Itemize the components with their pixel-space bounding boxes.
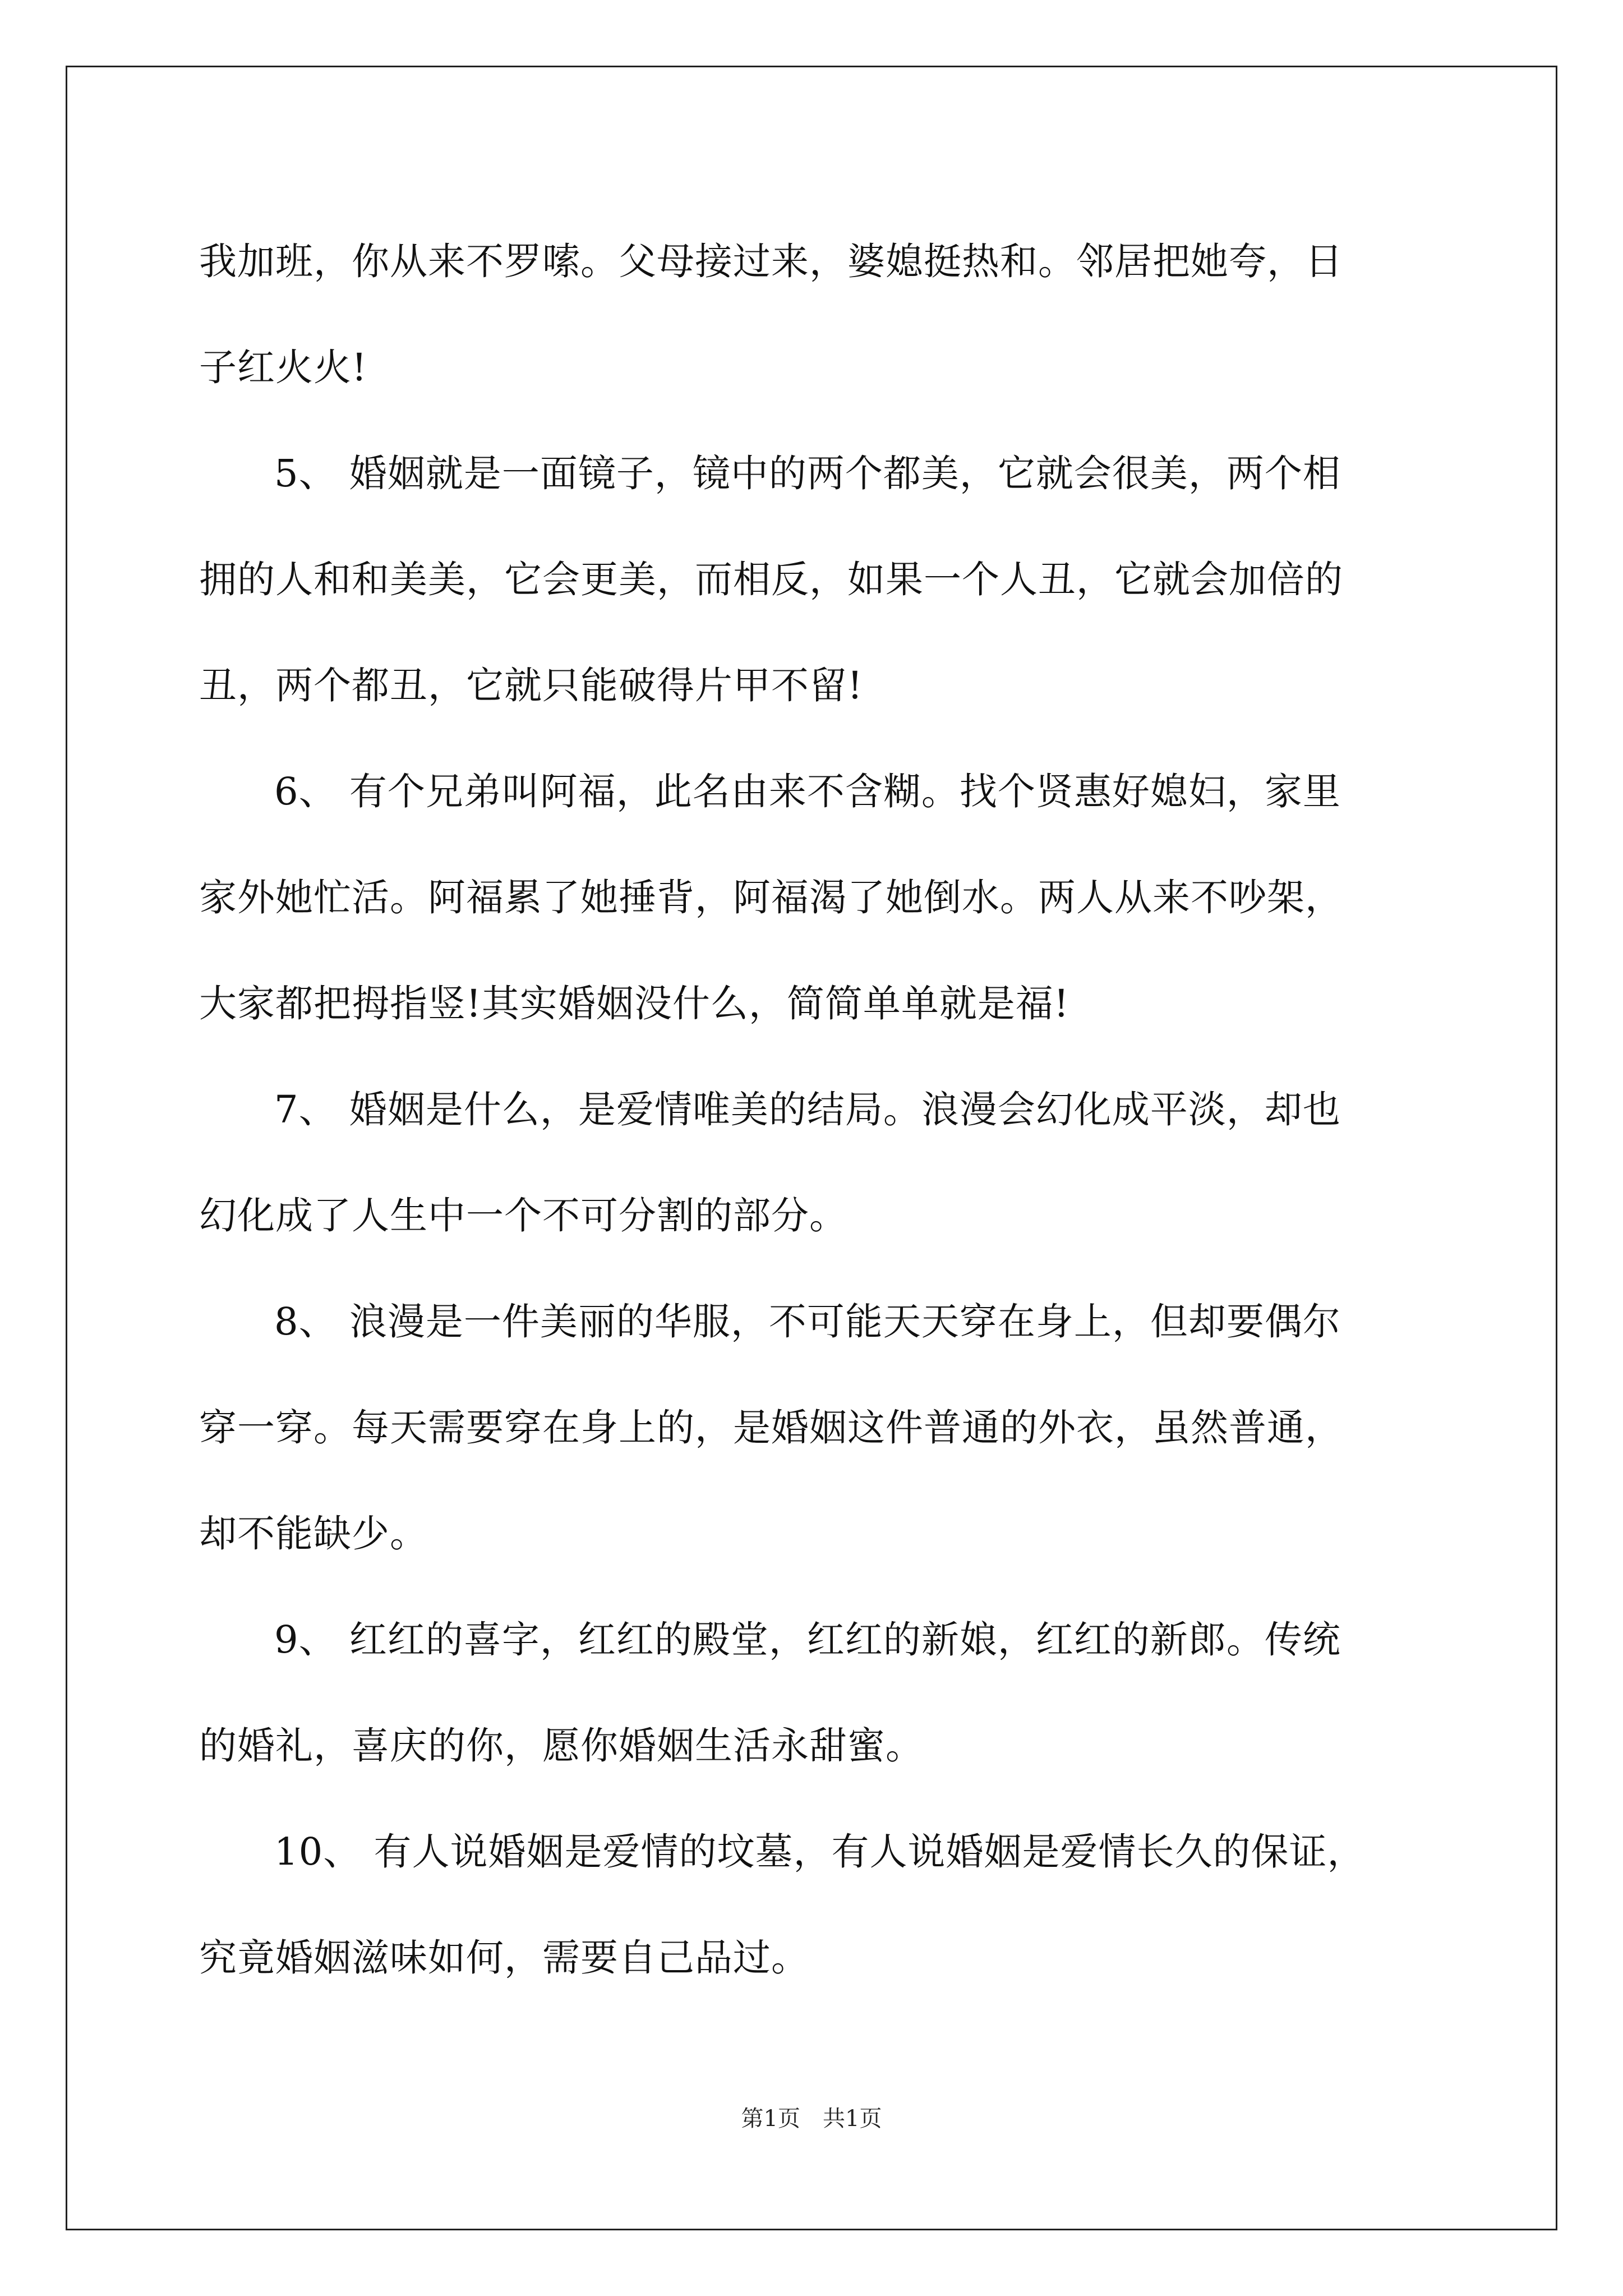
text-line: 子红火火! [199,346,367,389]
text-line: 6、 有个兄弟叫阿福，此名由来不含糊。找个贤惠好媳妇，家里 [274,770,1341,813]
paragraph [199,421,1444,739]
paragraph [199,1799,1444,2011]
paragraph [199,739,1444,1057]
page-total: 共1页 [823,2106,882,2132]
text-line: 丑，两个都丑，它就只能破得片甲不留! [199,664,863,707]
text-line: 家外她忙活。阿福累了她捶背，阿福渴了她倒水。两人从来不吵架， [199,876,1343,919]
text-line: 究竟婚姻滋味如何，需要自己品过。 [199,1936,809,1980]
text-line: 幻化成了人生中一个不可分割的部分。 [199,1194,847,1237]
text-line: 9、 红红的喜字，红红的殿堂，红红的新娘，红红的新郎。传统 [274,1618,1341,1662]
text-line: 7、 婚姻是什么，是爱情唯美的结局。浪漫会幻化成平淡，却也 [274,1088,1341,1131]
page-footer [0,2101,1623,2133]
text-line: 的婚礼，喜庆的你，愿你婚姻生活永甜蜜。 [199,1724,924,1768]
text-line: 8、 浪漫是一件美丽的华服，不可能天天穿在身上，但却要偶尔 [274,1300,1341,1343]
text-line: 拥的人和和美美，它会更美，而相反，如果一个人丑，它就会加倍的 [199,558,1343,601]
page-number: 第1页 [741,2106,800,2132]
paragraph [199,1269,1444,1587]
text-line: 穿一穿。每天需要穿在身上的，是婚姻这件普通的外衣，虽然普通， [199,1406,1343,1450]
paragraph [199,209,1444,421]
document-body [199,209,1444,2011]
text-line: 却不能缺少。 [199,1512,428,1556]
paragraph [199,1587,1444,1799]
text-line: 5、 婚姻就是一面镜子，镜中的两个都美，它就会很美，两个相 [274,452,1341,495]
text-line: 大家都把拇指竖!其实婚姻没什么，简简单单就是福! [199,982,1069,1025]
text-line: 10、 有人说婚姻是爱情的坟墓，有人说婚姻是爱情长久的保证， [274,1830,1366,1874]
text-line: 我加班，你从来不罗嗦。父母接过来，婆媳挺热和。邻居把她夸，日 [199,240,1343,283]
paragraph [199,1057,1444,1269]
